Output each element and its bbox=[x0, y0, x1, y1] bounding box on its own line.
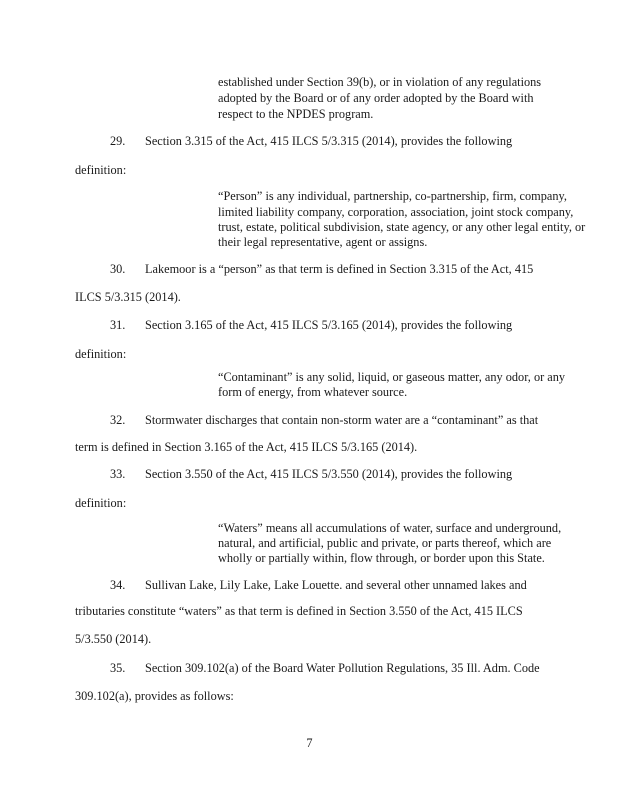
paragraph-text: Stormwater discharges that contain non-storm water are a “contaminant” as that bbox=[145, 413, 539, 427]
paragraph-text: term is defined in Section 3.165 of the Act, 415 ILCS 5/3.165 (2014). bbox=[75, 440, 418, 454]
quote-line: trust, estate, political subdivision, state agency, or any other legal entity, or bbox=[218, 220, 586, 234]
paragraph-text: tributaries constitute “waters” as that term is defined in Section 3.550 of the Act, 415 ILCS bbox=[75, 604, 523, 618]
paragraph-text: definition: bbox=[75, 496, 127, 510]
paragraph-text: Section 3.315 of the Act, 415 ILCS 5/3.315 (2014), provides the following bbox=[145, 134, 513, 148]
paragraph-text: Section 3.550 of the Act, 415 ILCS 5/3.550 (2014), provides the following bbox=[145, 467, 513, 481]
paragraph-number: 30. bbox=[110, 262, 126, 276]
quote-line: adopted by the Board or of any order adopted by the Board with bbox=[218, 91, 534, 105]
page-number: 7 bbox=[306, 736, 313, 750]
paragraph-number: 31. bbox=[110, 318, 126, 332]
paragraph-number: 32. bbox=[110, 413, 126, 427]
paragraph-text: 5/3.550 (2014). bbox=[75, 632, 152, 646]
paragraph-text: 309.102(a), provides as follows: bbox=[75, 689, 234, 703]
quote-line: “Person” is any individual, partnership, co-partnership, firm, company, bbox=[218, 189, 567, 203]
quote-line: “Contaminant” is any solid, liquid, or gaseous matter, any odor, or any bbox=[218, 370, 566, 384]
quote-line: “Waters” means all accumulations of water, surface and underground, bbox=[218, 521, 562, 535]
paragraph-number: 33. bbox=[110, 467, 126, 481]
quote-line: respect to the NPDES program. bbox=[218, 107, 374, 121]
paragraph-text: definition: bbox=[75, 347, 127, 361]
paragraph-text: Section 309.102(a) of the Board Water Pollution Regulations, 35 Ill. Adm. Code bbox=[145, 661, 540, 675]
quote-line: wholly or partially within, flow through, or border upon this State. bbox=[218, 551, 545, 565]
paragraph-text: Section 3.165 of the Act, 415 ILCS 5/3.165 (2014), provides the following bbox=[145, 318, 513, 332]
paragraph-number: 34. bbox=[110, 578, 126, 592]
paragraph-number: 29. bbox=[110, 134, 126, 148]
quote-line: form of energy, from whatever source. bbox=[218, 385, 408, 399]
paragraph-text: Sullivan Lake, Lily Lake, Lake Louette. and several other unnamed lakes and bbox=[145, 578, 527, 592]
paragraph-text: ILCS 5/3.315 (2014). bbox=[75, 290, 181, 304]
quote-line: limited liability company, corporation, association, joint stock company, bbox=[218, 205, 574, 219]
paragraph-number: 35. bbox=[110, 661, 126, 675]
paragraph-text: definition: bbox=[75, 163, 127, 177]
quote-line: natural, and artificial, public and private, or parts thereof, which are bbox=[218, 536, 552, 550]
paragraph-text: Lakemoor is a “person” as that term is defined in Section 3.315 of the Act, 415 bbox=[145, 262, 534, 276]
quote-line: their legal representative, agent or assigns. bbox=[218, 235, 428, 249]
quote-line: established under Section 39(b), or in violation of any regulations bbox=[218, 75, 542, 89]
